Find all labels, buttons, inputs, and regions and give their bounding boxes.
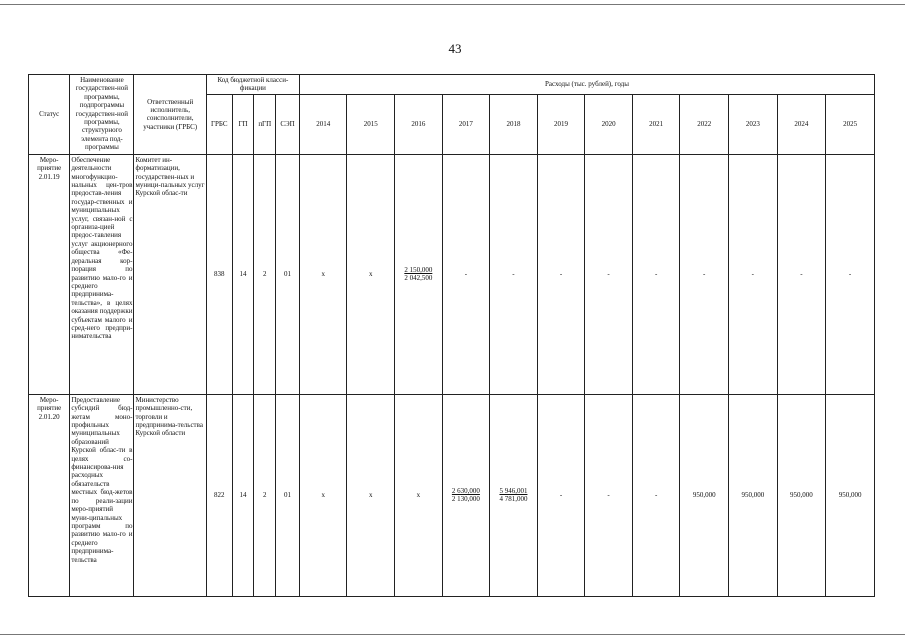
header-year: 2018: [490, 94, 538, 154]
row-value: -: [442, 154, 490, 394]
row-value: х: [299, 394, 347, 596]
row-status: Меро-приятие 2.01.20: [29, 394, 70, 596]
header-year: 2025: [826, 94, 875, 154]
value-sub: 2 130,000: [451, 495, 480, 504]
row-value: -: [826, 154, 875, 394]
header-year: 2020: [585, 94, 633, 154]
row-value: х: [347, 154, 395, 394]
row-code: 822: [206, 394, 232, 596]
header-year: 2014: [299, 94, 347, 154]
row-value: -: [729, 154, 778, 394]
page-number: 43: [448, 41, 462, 56]
header-expenses: Расходы (тыс. рублей), годы: [299, 75, 874, 95]
header-year: 2019: [537, 94, 585, 154]
header-year: 2022: [680, 94, 729, 154]
header-code-sep: СЭП: [276, 94, 300, 154]
row-value: -: [585, 154, 633, 394]
row-value: [442, 394, 490, 596]
row-value: -: [680, 154, 729, 394]
header-status: Статус: [29, 75, 70, 155]
row-code: 2: [254, 154, 276, 394]
budget-table: [28, 74, 875, 597]
row-value: -: [490, 154, 538, 394]
header-executor: Ответственный исполнитель, соисполнители, участники (ГРБС): [134, 75, 206, 155]
row-value: -: [585, 394, 633, 596]
row-status: Меро-приятие 2.01.19: [29, 154, 70, 394]
header-year: 2017: [442, 94, 490, 154]
row-value: 950,000: [777, 394, 826, 596]
row-code: 838: [206, 154, 232, 394]
header-year: 2016: [395, 94, 443, 154]
row-value: х: [299, 154, 347, 394]
row-value: -: [632, 394, 680, 596]
row-value: -: [537, 154, 585, 394]
value-main: 5 946,001: [499, 486, 528, 495]
row-value: -: [537, 394, 585, 596]
row-executor: Министерство промышленно-сти, торговли и предпринима-тельства Курской области: [134, 394, 206, 596]
header-name: Наименование государствен-ной программы, подпрограммы государствен-ной программы, структурного элемента под-программы: [70, 75, 134, 155]
row-value: 950,000: [826, 394, 875, 596]
row-name: Обеспечение деятельности многофункцио-нальных цен-тров предостав-ления государ-ственных и муниципальных услуг, связан-ной с организа-цией предос-тавления услуг акционерного общества «Фе-деральная кор-порация по развитию мало-го и среднего предпринима-тельства», в целях оказания поддержки субъектам малого и сред-него предпри-нимательства: [70, 154, 134, 394]
header-year: 2023: [729, 94, 778, 154]
row-code: 01: [276, 394, 300, 596]
page-bottom-edge: [0, 634, 905, 635]
header-code-pgp: пГП: [254, 94, 276, 154]
row-code: 14: [232, 154, 254, 394]
row-value: -: [777, 154, 826, 394]
table-row: [29, 154, 875, 394]
row-value: 950,000: [729, 394, 778, 596]
row-value: х: [347, 394, 395, 596]
page-top-edge: [0, 0, 905, 5]
row-code: 14: [232, 394, 254, 596]
value-main: 2 150,000: [404, 265, 433, 274]
row-value: -: [632, 154, 680, 394]
value-sub: 2 042,500: [404, 274, 433, 283]
value-sub: 4 781,000: [499, 495, 528, 504]
row-executor: Комитет ин-форматизации, государствен-ных и муници-пальных услуг Курской облас-ти: [134, 154, 206, 394]
row-name: Предоставление субсидий бюд-жетам моно-профильных муниципальных образований Курской облас-ти в целях со-финансирова-ния расходных обязательств местных бюд-жетов по реали-зации меро-приятий муни-ципальных программ по развитию мало-го и среднего предпринима-тельства: [70, 394, 134, 596]
row-value: 950,000: [680, 394, 729, 596]
table-row: [29, 394, 875, 596]
row-code: 2: [254, 394, 276, 596]
row-value: [395, 154, 443, 394]
row-value: х: [395, 394, 443, 596]
header-code-gp: ГП: [232, 94, 254, 154]
header-budget-code: Код бюджетной класси-фикации: [206, 75, 299, 95]
header-year: 2021: [632, 94, 680, 154]
header-year: 2015: [347, 94, 395, 154]
row-code: 01: [276, 154, 300, 394]
value-main: 2 630,000: [451, 486, 480, 495]
row-value: [490, 394, 538, 596]
header-code-grbs: ГРБС: [206, 94, 232, 154]
header-year: 2024: [777, 94, 826, 154]
